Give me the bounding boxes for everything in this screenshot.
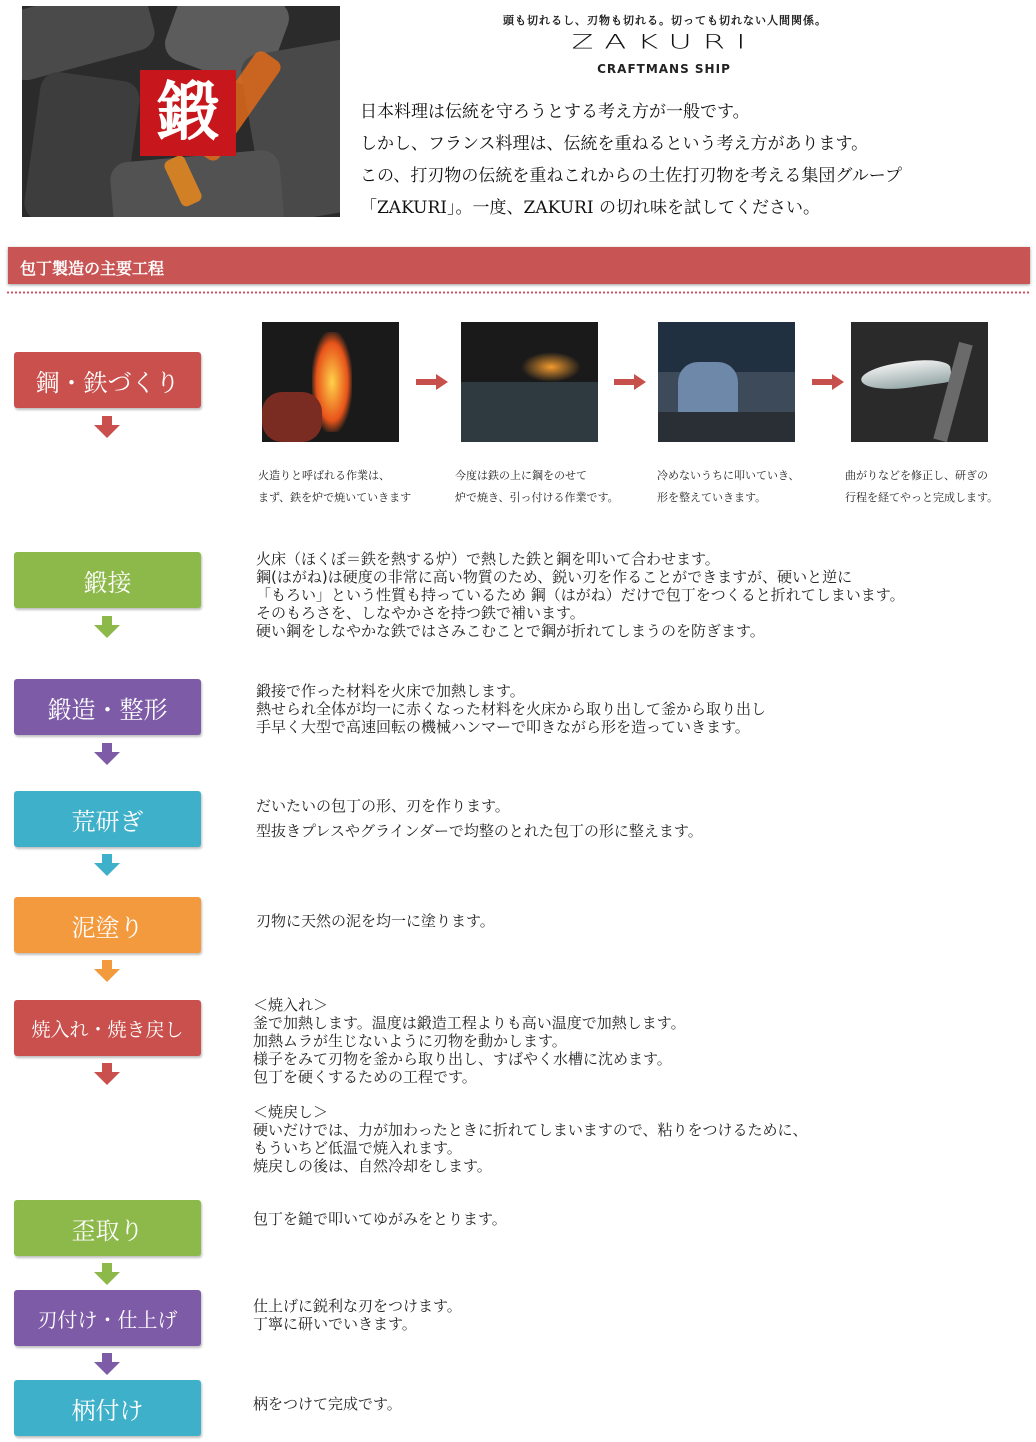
step-description: 包丁を鎚で叩いてゆがみをとります。 bbox=[253, 1210, 507, 1228]
arrow-down-icon bbox=[94, 416, 120, 438]
arrow-down-icon bbox=[94, 1263, 120, 1285]
step-description: 柄をつけて完成です。 bbox=[253, 1395, 402, 1413]
tagline: 頭も切れるし、刃物も切れる。切っても切れない人間関係。 bbox=[503, 14, 827, 27]
step-description: 刃物に天然の泥を均一に塗ります。 bbox=[256, 912, 495, 930]
photo-caption: 曲がりなどを修正し、研ぎの 行程を経てやっと完成します。 bbox=[845, 469, 999, 504]
intro-line: しかし、フランス料理は、伝統を重ねるという考え方があります。 bbox=[360, 134, 869, 154]
step-description: だいたいの包丁の形、刃を作ります。 型抜きプレスやグラインダーで均整のとれた包丁の形に整えます。 bbox=[256, 797, 703, 840]
hero-kanji: 鍛 bbox=[140, 70, 236, 156]
step-quench-temper: 焼入れ・焼き戻し bbox=[14, 1000, 201, 1056]
photo-caption: 今度は鉄の上に鋼をのせて 炉で焼き、引っ付ける作業です。 bbox=[455, 469, 619, 504]
intro-line: 「ZAKURI」。一度、ZAKURI の切れ味を試してください。 bbox=[360, 198, 820, 218]
step-description: ＜焼入れ＞ 釜で加熱します。温度は鍛造工程よりも高い温度で加熱します。 加熱ムラが生じないように刃物を動かします。 様子をみて刃物を釜から取り出し、すばやく水槽に沈めます。 包丁を硬くするための工程です。 ＜焼戻し＞ 硬いだけでは、力が加わったときに折れてしまいますので、粘りをつけるために、 もういちど低温で焼入れます。 焼戻しの後は、自然冷却をします。 bbox=[253, 996, 808, 1175]
step-description: 火床（ほくぼ＝鉄を熱する炉）で熱した鉄と鋼を叩いて合わせます。 鋼(はがね)は硬度の非常に高い物質のため、鋭い刃を作ることができますが、硬いと逆に 「もろい」という性質も持っているため 鋼（はがね）だけで包丁をつくると折れてしまいます。 そのもろさを、しなやかさを持つ鉄で補います。 硬い鋼をしなやかな鉄ではさみこむことで鋼が折れてしまうのを防ぎます。 bbox=[256, 550, 905, 640]
forge-fire-photo bbox=[262, 322, 399, 442]
hero-image bbox=[22, 6, 340, 217]
step-description: 仕上げに鋭利な刃をつけます。 丁寧に研いでいきます。 bbox=[253, 1297, 462, 1333]
arrow-down-icon bbox=[94, 1353, 120, 1375]
step-handle-fitting: 柄付け bbox=[14, 1380, 201, 1436]
step-forging-shaping: 鍛造・整形 bbox=[14, 679, 201, 735]
dotted-divider bbox=[6, 291, 1030, 294]
arrow-down-icon bbox=[94, 1063, 120, 1085]
step-edging-finishing: 刃付け・仕上げ bbox=[14, 1290, 201, 1346]
arrow-down-icon bbox=[94, 616, 120, 638]
section-title: 包丁製造の主要工程 bbox=[20, 259, 165, 278]
arrow-down-icon bbox=[94, 854, 120, 876]
step-rough-grinding: 荒研ぎ bbox=[14, 791, 201, 847]
intro-line: 日本料理は伝統を守ろうとする考え方が一般です。 bbox=[360, 102, 750, 122]
arrow-down-icon bbox=[94, 743, 120, 765]
logo-subtitle: CRAFTMANS SHIP bbox=[597, 62, 731, 76]
step-description: 鍛接で作った材料を火床で加熱します。 熱せられ全体が均一に赤くなった材料を火床から取り出して釜から取り出し 手早く大型で高速回転の機械ハンマーで叩きながら形を造っていきます。 bbox=[256, 682, 767, 736]
hammering-photo bbox=[658, 322, 795, 442]
arrow-right-icon bbox=[614, 374, 646, 390]
step-steel-iron: 鋼・鉄づくり bbox=[14, 352, 201, 408]
section-banner bbox=[8, 247, 1030, 284]
finished-blade-photo bbox=[851, 322, 988, 442]
photo-caption: 火造りと呼ばれる作業は、 まず、鉄を炉で焼いていきます bbox=[258, 469, 412, 504]
arrow-right-icon bbox=[416, 374, 448, 390]
forge-bonding-photo bbox=[461, 322, 598, 442]
arrow-down-icon bbox=[94, 960, 120, 982]
step-straightening: 歪取り bbox=[14, 1200, 201, 1256]
step-forge-welding: 鍛接 bbox=[14, 552, 201, 608]
intro-text bbox=[360, 96, 1030, 224]
intro-line: この、打刃物の伝統を重ねこれからの土佐打刃物を考える集団グループ bbox=[360, 166, 902, 186]
arrow-right-icon bbox=[812, 374, 844, 390]
zakuri-logo: ZAKURI bbox=[571, 30, 757, 54]
photo-caption: 冷めないうちに叩いていき、 形を整えていきます。 bbox=[657, 469, 800, 504]
step-clay-coating: 泥塗り bbox=[14, 897, 201, 953]
